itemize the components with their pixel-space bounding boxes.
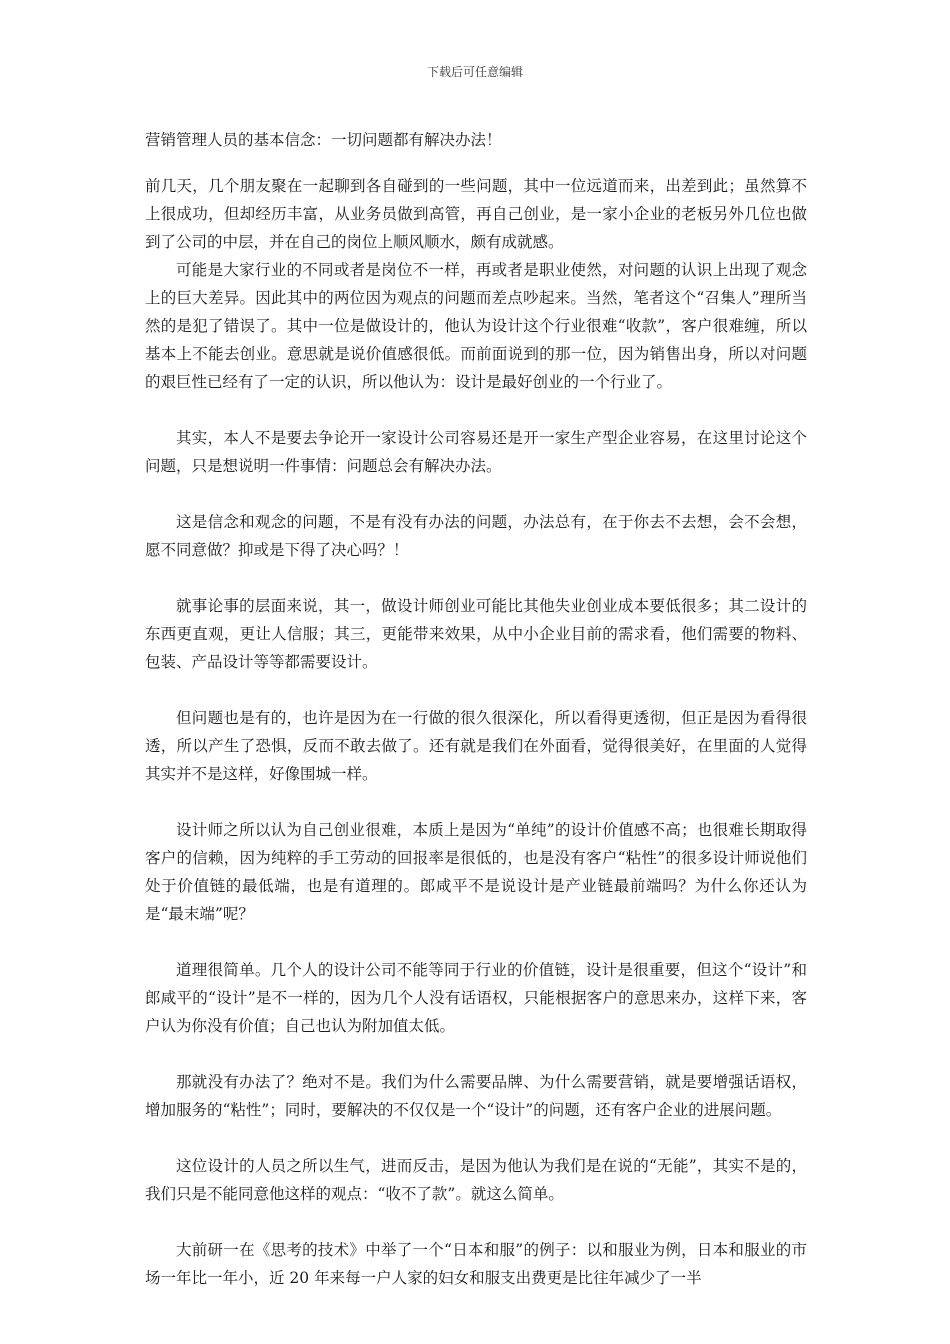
paragraph-2: 可能是大家行业的不同或者是岗位不一样，再或者是职业使然，对问题的认识上出现了观念上的巨大差异。因此其中的两位因为观点的问题而差点吵起来。当然，笔者这个“召集人”理所当然的是犯了错误了。其中一位是做设计的，他认为设计这个行业很难“收款”，客户很难缠，所以基本上不能去创业。意思就是说价值感很低。而前面说到的那一位，因为销售出身，所以对问题的艰巨性已经有了一定的认识，所以他认为：设计是最好创业的一个行业了。 [145, 261, 807, 391]
article-body [145, 172, 807, 1292]
paragraph-11: 大前研一在《思考的技术》中举了一个“日本和服”的例子：以和服业为例，日本和服业的市场一年比一年小，近 20 年来每一户人家的妇女和服支出费更是比往年减少了一半 [145, 1241, 807, 1287]
paragraph-1: 前几天，几个朋友聚在一起聊到各自碰到的一些问题，其中一位远道而来，出差到此；虽然算不上很成功，但却经历丰富，从业务员做到高管，再自己创业，是一家小企业的老板另外几位也做到了公司的中层，并在自己的岗位上顺风顺水，颇有成就感。 [145, 177, 807, 251]
paragraph-10: 这位设计的人员之所以生气，进而反击，是因为他认为我们是在说的“无能”，其实不是的，我们只是不能同意他这样的观点：“收不了款”。就这么简单。 [145, 1157, 807, 1203]
paragraph-3: 其实，本人不是要去争论开一家设计公司容易还是开一家生产型企业容易，在这里讨论这个问题，只是想说明一件事情：问题总会有解决办法。 [145, 429, 807, 475]
paragraph-9: 那就没有办法了？绝对不是。我们为什么需要品牌、为什么需要营销，就是要增强话语权，增加服务的“粘性”；同时，要解决的不仅仅是一个“设计”的问题，还有客户企业的进展问题。 [145, 1073, 807, 1119]
paragraph-4: 这是信念和观念的问题，不是有没有办法的问题，办法总有，在于你去不去想，会不会想，愿不同意做？抑或是下得了决心吗？！ [145, 513, 807, 559]
paragraph-7: 设计师之所以认为自己创业很难，本质上是因为“单纯”的设计价值感不高；也很难长期取得客户的信赖，因为纯粹的手工劳动的回报率是很低的，也是没有客户“粘性”的很多设计师说他们处于价值链的最低端，也是有道理的。郎咸平不是说设计是产业链最前端吗？为什么你还认为是“最末端”呢？ [145, 821, 807, 923]
paragraph-6: 但问题也是有的，也许是因为在一行做的很久很深化，所以看得更透彻，但正是因为看得很透，所以产生了恐惧，反而不敢去做了。还有就是我们在外面看，觉得很美好，在里面的人觉得其实并不是这样，好像围城一样。 [145, 709, 807, 783]
paragraph-5: 就事论事的层面来说，其一，做设计师创业可能比其他失业创业成本要低很多；其二设计的东西更直观，更让人信服；其三，更能带来效果，从中小企业目前的需求看，他们需要的物料、包装、产品设计等等都需要设计。 [145, 597, 807, 671]
paragraph-8: 道理很简单。几个人的设计公司不能等同于行业的价值链，设计是很重要，但这个“设计”和郎咸平的“设计”是不一样的，因为几个人没有话语权，只能根据客户的意思来办，这样下来，客户认为你没有价值；自己也认为附加值太低。 [145, 961, 807, 1035]
article-title: 营销管理人员的基本信念：一切问题都有解决办法！ [145, 131, 502, 149]
page-header-note: 下载后可任意编辑 [426, 65, 523, 79]
